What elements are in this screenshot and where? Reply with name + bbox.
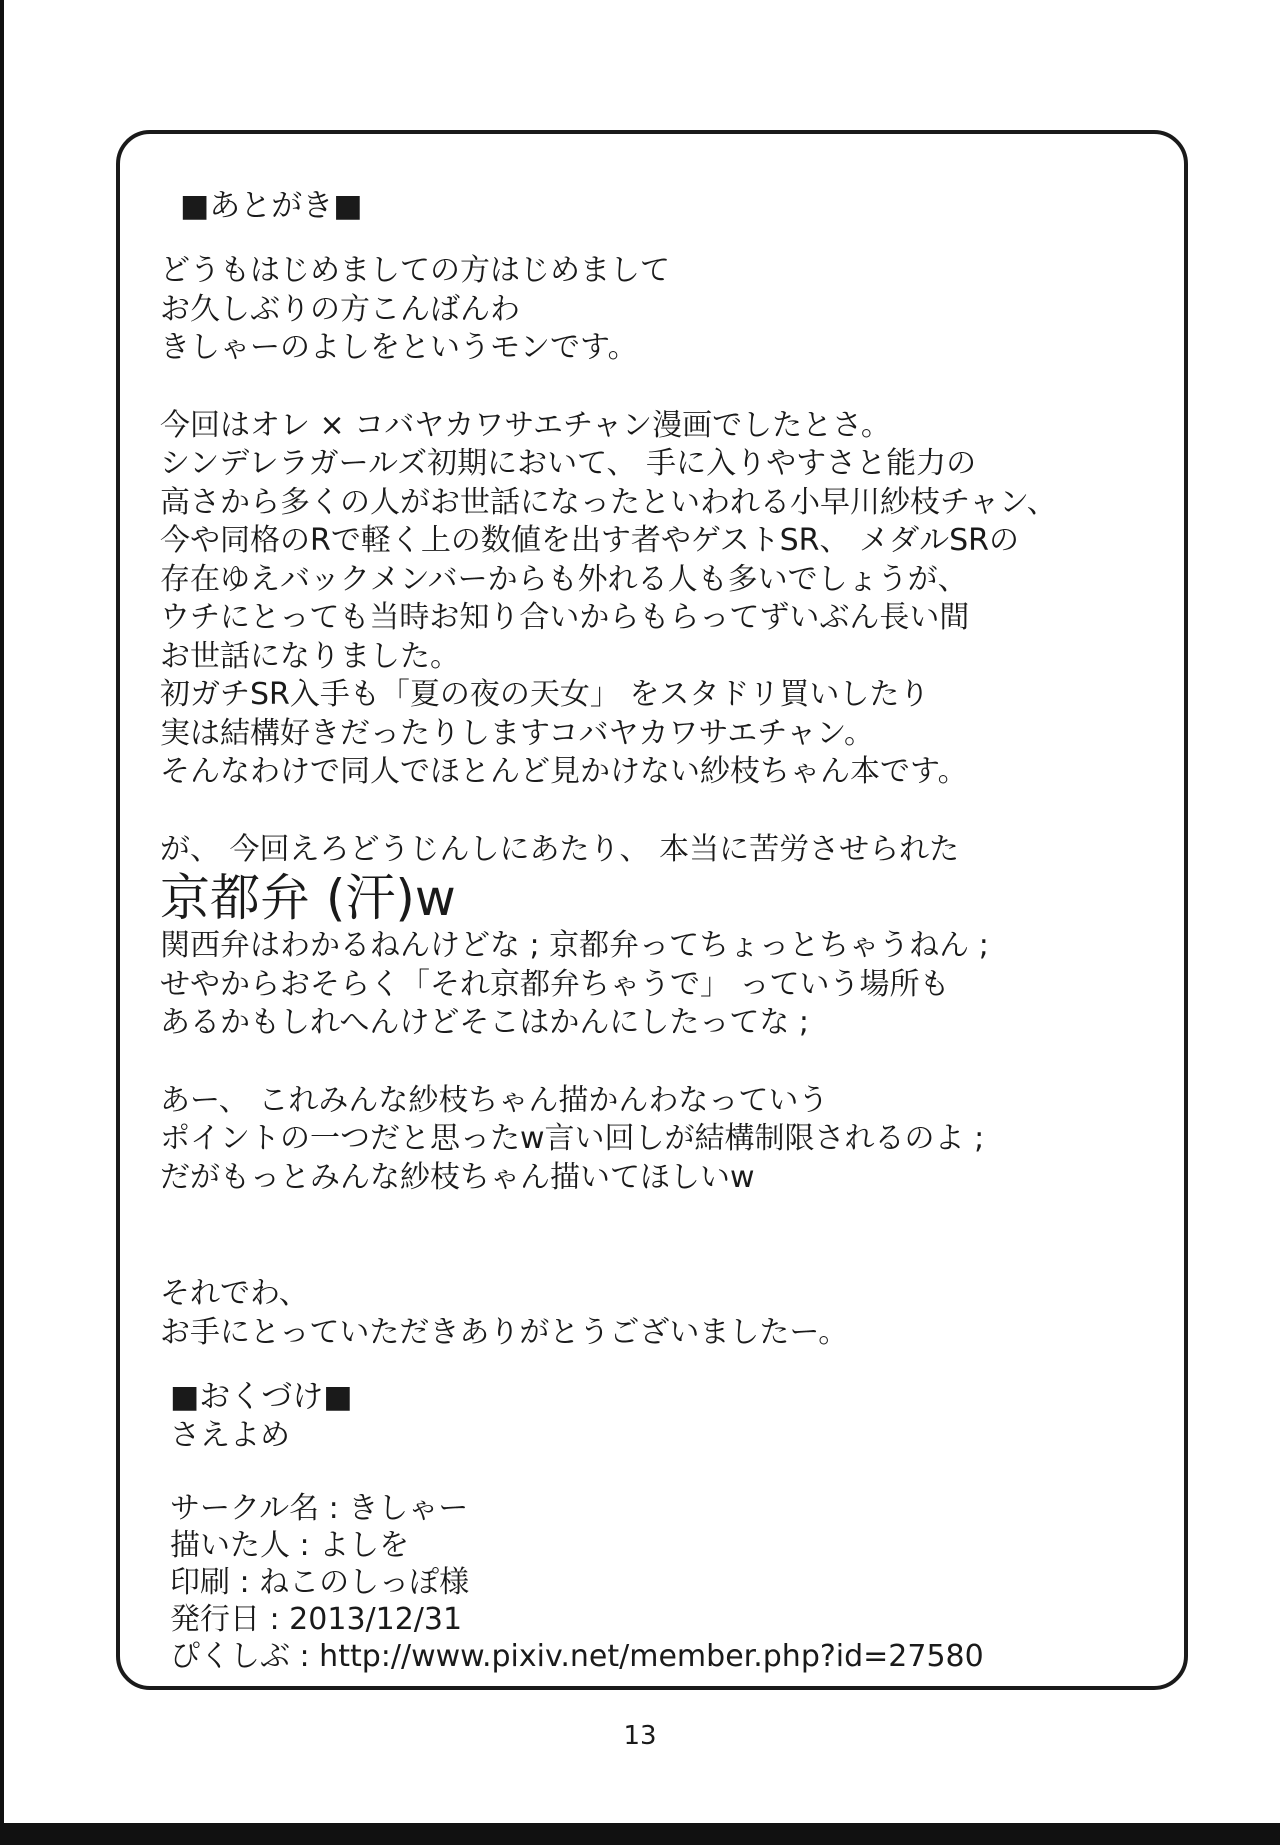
text-line: 今回はオレ × コバヤカワサエチャン漫画でしたとさ。 [160,407,891,443]
kyoto-dialect-emphasis: 京都弁 (汗)w [160,869,456,927]
afterword-frame [116,130,1188,1690]
circle-name: サークル名 : きしゃー [170,1491,469,1526]
text-line: お久しぶりの方こんばんわ [160,291,520,327]
text-line: お世話になりました。 [160,638,460,674]
closing-paragraph [160,1275,1160,1352]
afterword-text [160,186,1160,1391]
page-number: 13 [623,1721,657,1751]
text-line: ウチにとっても当時お知り合いからもらってずいぶん長い間 [160,600,970,635]
drawing-request-paragraph [160,1082,1160,1198]
text-line: ポイントの一つだと思ったw言い回しが結構制限されるのよ ; [160,1121,985,1156]
kyoto-dialect-paragraph [160,831,1160,1043]
colophon-heading: ■おくづけ■ [170,1379,353,1415]
text-line: どうもはじめましての方はじめまして [160,253,670,288]
text-line: お手にとっていただきありがとうございましたー。 [160,1314,849,1350]
greeting-paragraph [160,252,1160,368]
text-line: それでわ、 [160,1276,309,1311]
colophon [170,1377,1130,1675]
text-line: きしゃーのよしをというモンです。 [160,330,638,365]
author-name: 描いた人 : よしを [170,1528,410,1563]
text-line: 存在ゆえバックメンバーからも外れる人も多いでしょうが、 [160,561,968,597]
scan-edge-bottom [0,1823,1280,1845]
text-line: あるかもしれへんけどそこはかんにしたってな ; [160,1005,810,1040]
scan-edge-left [0,0,4,1845]
afterword-heading: ■あとがき■ [180,188,363,224]
book-title: さえよめ [170,1418,290,1453]
text-line: 関西弁はわかるねんけどな ; 京都弁ってちょっとちゃうねん ; [160,928,989,963]
text-line: あー、 これみんな紗枝ちゃん描かんわなっていう [160,1082,829,1118]
text-line: が、 今回えろどうじんしにあたり、 本当に苦労させられた [160,831,960,867]
text-line: シンデレラガールズ初期において、 手に入りやすさと能力の [160,446,977,481]
text-line: 実は結構好きだったりしますコバヤカワサエチャン。 [160,715,874,751]
text-line: 初ガチSR入手も「夏の夜の天女」 をスタドリ買いしたり [160,677,930,712]
text-line: だがもっとみんな紗枝ちゃん描いてほしいw [160,1159,755,1195]
story-paragraph [160,407,1160,792]
text-line: 今や同格のRで軽く上の数値を出す者やゲストSR、 メダルSRの [160,523,1019,558]
pixiv-link: ぴくしぶ : http://www.pixiv.net/member.php?id=27580 [170,1639,984,1674]
text-line: せやからおそらく「それ京都弁ちゃうで」 っていう場所も [160,966,950,1002]
printer-name: 印刷 : ねこのしっぽ様 [170,1565,470,1600]
publication-date: 発行日 : 2013/12/31 [170,1602,463,1637]
text-line: 高さから多くの人がお世話になったといわれる小早川紗枝チャン、 [160,484,1057,520]
text-line: そんなわけで同人でほとんど見かけない紗枝ちゃん本です。 [160,754,968,789]
